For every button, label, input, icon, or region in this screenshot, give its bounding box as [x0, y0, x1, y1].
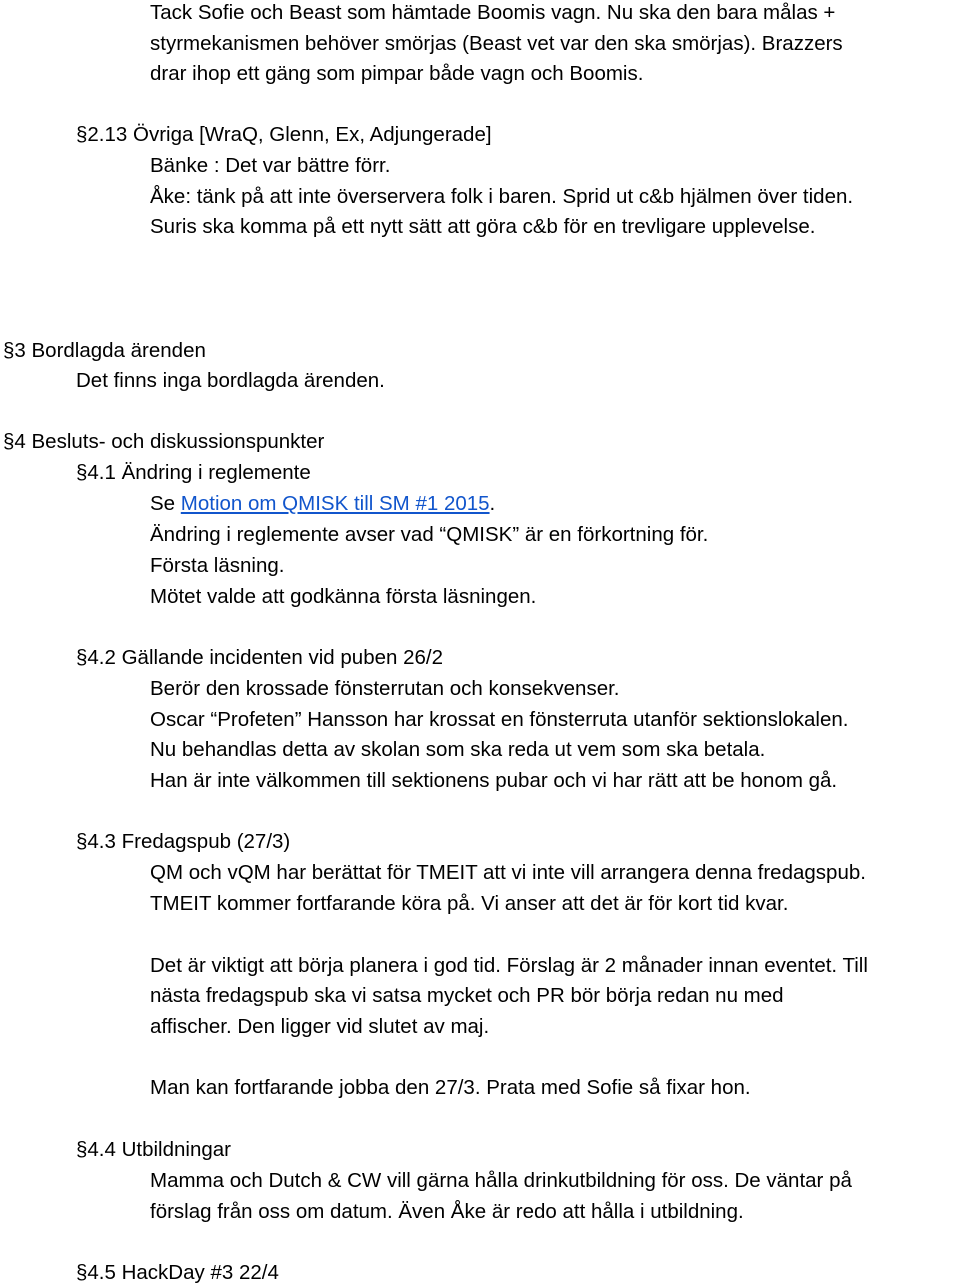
text-line: Nu behandlas detta av skolan som ska reda ut vem som ska betala. — [150, 738, 766, 761]
section-heading-4-5: §4.5 HackDay #3 22/4 — [76, 1261, 279, 1284]
text-line: Tack Sofie och Beast som hämtade Boomis vagn. Nu ska den bara målas + — [150, 1, 836, 24]
text-line: Mamma och Dutch & CW vill gärna hålla drinkutbildning för oss. De väntar på — [150, 1169, 852, 1192]
text-line: förslag från oss om datum. Även Åke är redo att hålla i utbildning. — [150, 1200, 744, 1223]
text-line: Det finns inga bordlagda ärenden. — [76, 369, 385, 392]
section-heading-4: §4 Besluts- och diskussionspunkter — [3, 430, 325, 453]
motion-link[interactable]: Motion om QMISK till SM #1 2015 — [180, 492, 490, 515]
text-line: Första läsning. — [150, 554, 285, 577]
text-line: drar ihop ett gäng som pimpar både vagn och Boomis. — [150, 62, 644, 85]
text-line: Han är inte välkommen till sektionens pubar och vi har rätt att be honom gå. — [150, 769, 838, 792]
reference-prefix: Se — [150, 492, 181, 515]
text-line: TMEIT kommer fortfarande köra på. Vi anser att det är för kort tid kvar. — [150, 892, 789, 915]
reference-suffix: . — [489, 492, 496, 515]
text-line: Åke: tänk på att inte överservera folk i baren. Sprid ut c&b hjälmen över tiden. — [150, 185, 854, 208]
section-heading-4-2: §4.2 Gällande incidenten vid puben 26/2 — [76, 646, 444, 669]
text-line: Ändring i reglemente avser vad “QMISK” är en förkortning för. — [150, 523, 709, 546]
section-heading-4-3: §4.3 Fredagspub (27/3) — [76, 830, 291, 853]
text-line: styrmekanismen behöver smörjas (Beast vet var den ska smörjas). Brazzers — [150, 32, 843, 55]
text-line: nästa fredagspub ska vi satsa mycket och PR bör börja redan nu med — [150, 984, 784, 1007]
section-heading-4-1: §4.1 Ändring i reglemente — [76, 461, 311, 484]
text-line: Mötet valde att godkänna första läsningen. — [150, 585, 537, 608]
text-line: Oscar “Profeten” Hansson har krossat en fönsterruta utanför sektionslokalen. — [150, 708, 849, 731]
section-heading-2-13: §2.13 Övriga [WraQ, Glenn, Ex, Adjungerade] — [76, 123, 492, 146]
text-line: Man kan fortfarande jobba den 27/3. Prata med Sofie så fixar hon. — [150, 1076, 751, 1099]
text-line: Suris ska komma på ett nytt sätt att göra c&b för en trevligare upplevelse. — [150, 215, 816, 238]
text-line: affischer. Den ligger vid slutet av maj. — [150, 1015, 490, 1038]
text-line: Det är viktigt att börja planera i god tid. Förslag är 2 månader innan eventet. Till — [150, 954, 868, 977]
section-heading-3: §3 Bordlagda ärenden — [3, 339, 206, 362]
text-line: Bänke : Det var bättre förr. — [150, 154, 391, 177]
text-line: QM och vQM har berättat för TMEIT att vi inte vill arrangera denna fredagspub. — [150, 861, 866, 884]
section-heading-4-4: §4.4 Utbildningar — [76, 1138, 231, 1161]
text-line: Berör den krossade fönsterrutan och konsekvenser. — [150, 677, 620, 700]
reference-line — [150, 489, 495, 519]
